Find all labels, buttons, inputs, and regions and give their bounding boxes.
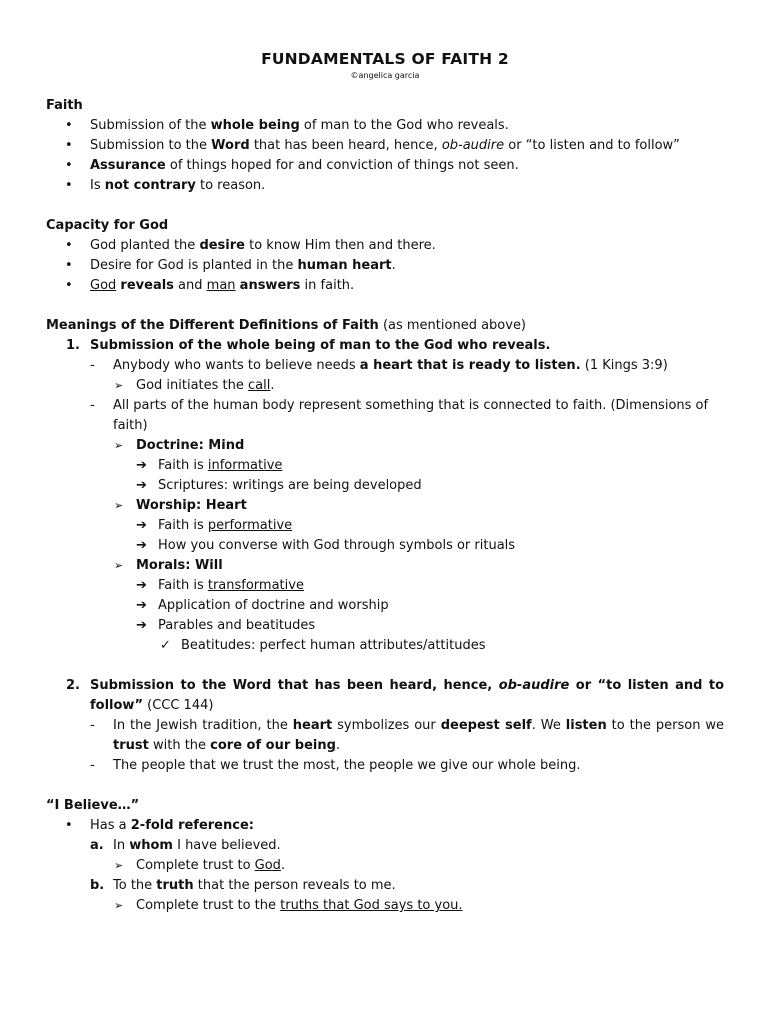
section-heading-i-believe: “I Believe…” — [46, 798, 140, 813]
faith-list — [46, 116, 724, 196]
list-item: ✓ Beatitudes: perfect human attributes/attitudes — [46, 636, 724, 656]
list-item: ➔ Faith is transformative — [46, 576, 724, 596]
list-item: ➢ Worship: Heart — [46, 496, 724, 516]
document-title: FUNDAMENTALS OF FAITH 2 — [261, 50, 509, 68]
list-item: ➢ Complete trust to God. — [46, 856, 724, 876]
dash-icon: - — [90, 758, 95, 773]
list-letter: a. — [90, 838, 104, 853]
list-item: ➔ How you converse with God through symbols or rituals — [46, 536, 724, 556]
section-capacity — [46, 216, 724, 296]
list-item: • Submission of the whole being of man to the God who reveals. — [46, 116, 724, 136]
section-heading-capacity: Capacity for God — [46, 218, 169, 233]
list-letter: b. — [90, 878, 105, 893]
section-heading-meanings: Meanings of the Different Definitions of Faith (as mentioned above) — [46, 318, 527, 333]
list-item: b. To the truth that the person reveals to me. — [46, 876, 724, 896]
list-item: ➢ Complete trust to the truths that God says to you. — [46, 896, 724, 916]
believe-list — [46, 816, 724, 916]
bullet-icon: • — [65, 238, 73, 253]
list-item: • Desire for God is planted in the human heart. — [46, 256, 724, 276]
list-item: • God planted the desire to know Him then and there. — [46, 236, 724, 256]
list-item: - The people that we trust the most, the people we give our whole being. — [46, 756, 724, 776]
bullet-icon: • — [65, 258, 73, 273]
chevron-right-icon: ➢ — [114, 859, 124, 872]
arrow-right-icon: ➔ — [136, 518, 147, 533]
section-i-believe — [46, 796, 724, 916]
chevron-right-icon: ➢ — [114, 559, 124, 572]
check-icon: ✓ — [160, 638, 171, 653]
dash-icon: - — [90, 358, 95, 373]
arrow-right-icon: ➔ — [136, 618, 147, 633]
list-item: ➔ Faith is performative — [46, 516, 724, 536]
list-item: ➔ Faith is informative — [46, 456, 724, 476]
list-item: ➔ Scriptures: writings are being developed — [46, 476, 724, 496]
list-item: ➔ Parables and beatitudes — [46, 616, 724, 636]
list-item: ➢ Doctrine: Mind — [46, 436, 724, 456]
chevron-right-icon: ➢ — [114, 899, 124, 912]
dash-icon: - — [90, 718, 95, 733]
list-item: • Is not contrary to reason. — [46, 176, 724, 196]
list-number: 1. — [66, 338, 80, 353]
list-item: • God reveals and man answers in faith. — [46, 276, 724, 296]
list-number: 2. — [66, 678, 80, 693]
chevron-right-icon: ➢ — [114, 379, 124, 392]
list-item: ➢ Morals: Will — [46, 556, 724, 576]
bullet-icon: • — [65, 818, 73, 833]
meanings-list-2 — [46, 676, 724, 776]
capacity-list — [46, 236, 724, 296]
bullet-icon: • — [65, 138, 73, 153]
list-item: - Anybody who wants to believe needs a heart that is ready to listen. (1 Kings 3:9) — [46, 356, 724, 376]
bullet-icon: • — [65, 278, 73, 293]
meanings-list — [46, 336, 724, 656]
section-heading-faith: Faith — [46, 98, 83, 113]
arrow-right-icon: ➔ — [136, 478, 147, 493]
list-item: • Has a 2-fold reference: — [46, 816, 724, 836]
arrow-right-icon: ➔ — [136, 458, 147, 473]
section-meanings — [46, 316, 724, 776]
list-item: • Assurance of things hoped for and conviction of things not seen. — [46, 156, 724, 176]
section-faith — [46, 96, 724, 196]
list-item: - All parts of the human body represent something that is connected to faith. (Dimensions of faith) — [90, 398, 709, 433]
list-item: ➢ God initiates the call. — [46, 376, 724, 396]
dash-icon: - — [90, 398, 95, 413]
list-item: 1. Submission of the whole being of man to the God who reveals. — [46, 336, 724, 356]
bullet-icon: • — [65, 158, 73, 173]
arrow-right-icon: ➔ — [136, 578, 147, 593]
list-item: • Submission to the Word that has been heard, hence, ob-audire or “to listen and to follow” — [46, 136, 724, 156]
list-item: - In the Jewish tradition, the heart symbolizes our deepest self. We listen to the person we trust with the core of our being. — [90, 718, 724, 753]
chevron-right-icon: ➢ — [114, 499, 124, 512]
bullet-icon: • — [65, 178, 73, 193]
chevron-right-icon: ➢ — [114, 439, 124, 452]
arrow-right-icon: ➔ — [136, 538, 147, 553]
list-item: a. In whom I have believed. — [46, 836, 724, 856]
document-author: ©angelica garcia — [350, 71, 420, 80]
list-item: 2. Submission to the Word that has been heard, hence, ob-audire or “to listen and to follow” (CCC 144) — [66, 678, 725, 713]
arrow-right-icon: ➔ — [136, 598, 147, 613]
bullet-icon: • — [65, 118, 73, 133]
list-item: ➔ Application of doctrine and worship — [46, 596, 724, 616]
